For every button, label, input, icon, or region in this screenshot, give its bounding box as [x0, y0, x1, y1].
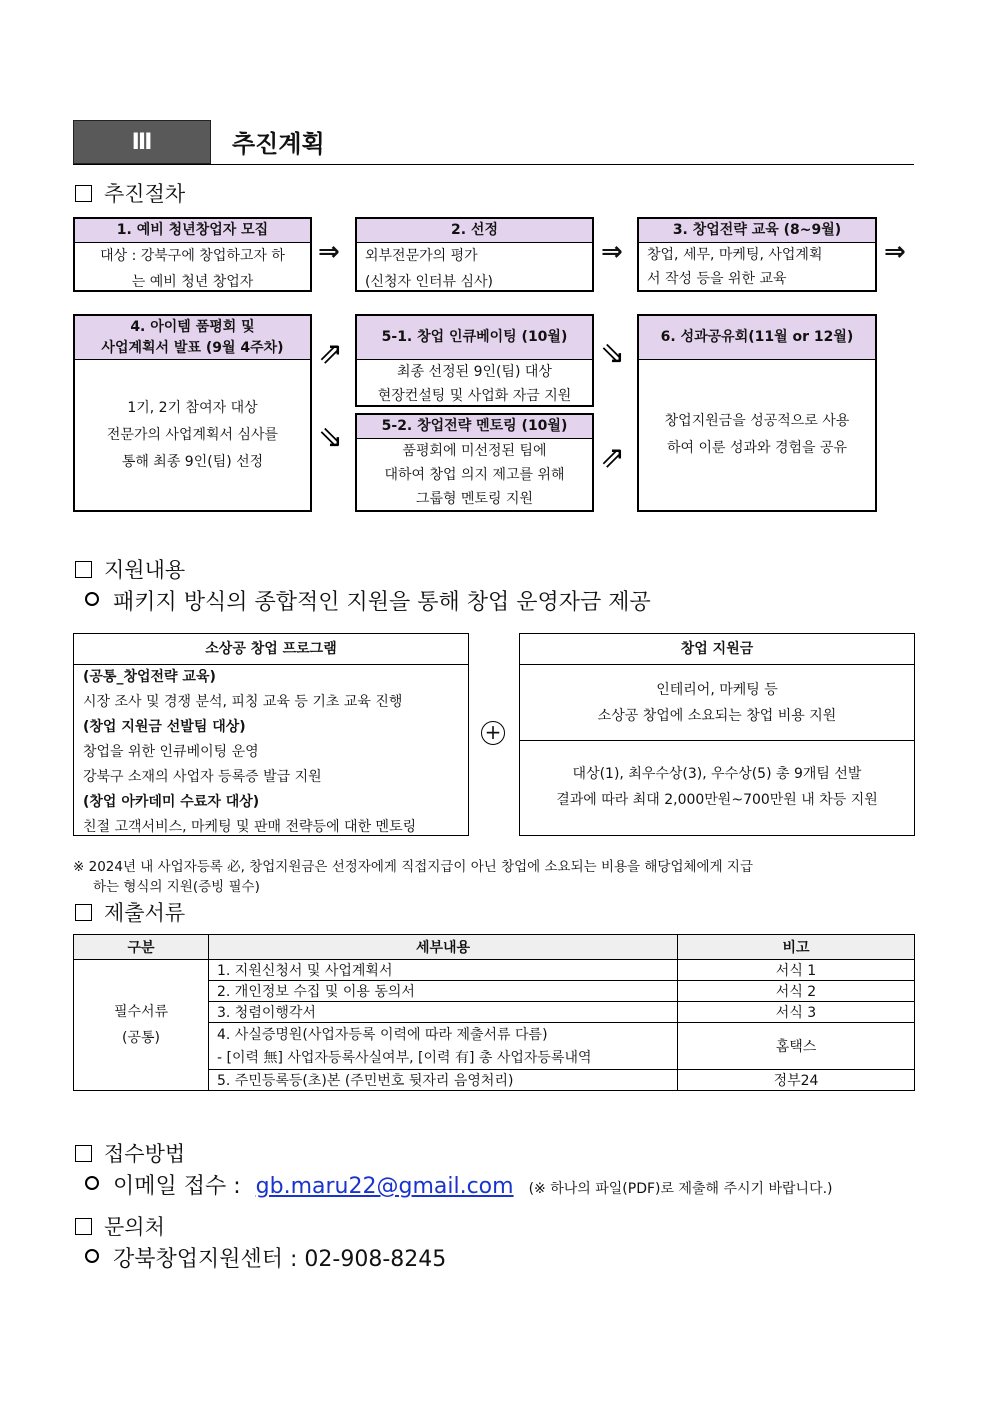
submission-label: 이메일 접수 :	[113, 1174, 241, 1199]
circle-bullet-icon	[85, 1176, 99, 1190]
support-heading	[75, 554, 185, 584]
program-subheading: (창업 아카데미 수료자 대상)	[83, 794, 260, 810]
arrow-right-icon: ⇒	[601, 237, 623, 267]
documents-heading-text: 제출서류	[104, 901, 186, 925]
program-subheading: (공통_창업전략 교육)	[83, 669, 216, 685]
step-3-box	[637, 217, 877, 292]
arrow-down-right-icon: ⇘	[318, 420, 344, 455]
category-text: (공통)	[122, 1030, 160, 1046]
checkbox-square-icon	[75, 904, 92, 921]
arrow-down-right-icon: ⇘	[600, 336, 626, 371]
support-bullet	[85, 585, 651, 616]
checkbox-square-icon	[75, 185, 92, 202]
fund-section-a	[520, 665, 914, 741]
step-1-line: 는 예비 청년 창업자	[131, 274, 254, 290]
arrow-right-icon: ⇒	[884, 237, 906, 267]
plus-circle-icon: +	[481, 721, 505, 745]
program-subheading: (창업 지원금 선발팀 대상)	[83, 719, 246, 735]
step-4-title	[75, 316, 310, 360]
step-5-2-body	[357, 439, 592, 511]
step-5-2-line: 품평회에 미선정된 팀에	[402, 443, 547, 459]
step-5-2-line: 그룹형 멘토링 지원	[415, 491, 534, 507]
support-heading-text: 지원내용	[104, 558, 186, 582]
step-5-2-title: 5-2. 창업전략 멘토링 (10월)	[357, 415, 592, 439]
circle-bullet-icon	[85, 592, 99, 606]
step-2-body	[357, 243, 592, 295]
fund-text: 대상(1), 최우수상(3), 우수상(5) 총 9개팀 선발	[572, 766, 862, 782]
step-4-line: 1기, 2기 참여자 대상	[127, 400, 258, 416]
category-text: 필수서류	[113, 1004, 169, 1020]
step-3-body	[639, 243, 875, 291]
table-row	[74, 960, 915, 981]
circle-bullet-icon	[85, 1249, 99, 1263]
step-3-line: 서 작성 등을 위한 교육	[647, 271, 787, 287]
fund-title: 창업 지원금	[520, 634, 914, 665]
step-5-2-line: 대하여 창업 의지 제고를 위해	[384, 467, 565, 483]
fund-text: 결과에 따라 최대 2,000만원~700만원 내 차등 지원	[556, 792, 878, 808]
program-text: 시장 조사 및 경쟁 분석, 피칭 교육 등 기초 교육 진행	[83, 694, 403, 710]
program-title: 소상공 창업 프로그램	[74, 634, 468, 665]
note-cell: 서식 2	[678, 981, 915, 1002]
arrow-up-right-icon: ⇗	[318, 336, 344, 371]
column-header: 세부내용	[209, 935, 678, 960]
step-4-line: 전문가의 사업계획서 심사를	[106, 427, 279, 443]
category-cell	[74, 960, 209, 1091]
step-5-1-line: 최종 선정된 9인(팀) 대상	[397, 364, 552, 380]
contact-heading-text: 문의처	[104, 1215, 165, 1239]
step-4-line: 통해 최종 9인(팀) 선정	[121, 454, 264, 470]
support-note-line: ※ 2024년 내 사업자등록 必, 창업지원금은 선정자에게 직접지급이 아닌 창업에 소요되는 비용을 해당업체에게 지급	[73, 859, 754, 875]
fund-table	[519, 633, 915, 836]
fund-text: 소상공 창업에 소요되는 창업 비용 지원	[597, 708, 837, 724]
section-title: 추진계획	[232, 130, 325, 158]
contact-bullet	[85, 1242, 446, 1273]
checkbox-square-icon	[75, 1218, 92, 1235]
detail-cell: 1. 지원신청서 및 사업계획서	[209, 960, 678, 981]
detail-cell: 2. 개인정보 수집 및 이용 동의서	[209, 981, 678, 1002]
step-6-body	[639, 360, 875, 462]
step-1-line: 대상 : 강북구에 창업하고자 하	[100, 248, 285, 264]
fund-text: 인테리어, 마케팅 등	[656, 682, 778, 698]
step-2-title: 2. 선정	[357, 219, 592, 243]
step-2-line: (신청자 인터뷰 심사)	[365, 274, 494, 290]
step-4-body	[75, 360, 310, 476]
checkbox-square-icon	[75, 1145, 92, 1162]
contact-text: 강북창업지원센터 : 02-908-8245	[113, 1247, 447, 1272]
support-bullet-text: 패키지 방식의 종합적인 지원을 통해 창업 운영자금 제공	[113, 590, 651, 615]
column-header: 구분	[74, 935, 209, 960]
section-number: Ⅲ	[73, 120, 211, 164]
step-6-line: 하여 이룬 성과와 경험을 공유	[666, 440, 848, 456]
submission-heading	[75, 1138, 185, 1168]
checkbox-square-icon	[75, 561, 92, 578]
step-4-title-line: 4. 아이템 품평회 및	[130, 319, 255, 335]
step-6-box	[637, 314, 877, 512]
documents-heading	[75, 897, 185, 927]
note-cell: 홈택스	[678, 1023, 915, 1070]
step-2-box	[355, 217, 594, 292]
detail-cell: 4. 사실증명원(사업자등록 이력에 따라 제출서류 다름)	[209, 1023, 678, 1046]
detail-cell: 5. 주민등록등(초)본 (주민번호 뒷자리 음영처리)	[209, 1070, 678, 1091]
arrow-up-right-icon: ⇗	[600, 440, 626, 475]
submission-heading-text: 접수방법	[104, 1142, 186, 1166]
header-divider	[73, 164, 914, 165]
note-cell: 정부24	[678, 1070, 915, 1091]
step-4-title-line: 사업계획서 발표 (9월 4주차)	[101, 340, 284, 356]
step-6-title: 6. 성과공유회(11월 or 12월)	[639, 316, 875, 360]
step-2-line: 외부전문가의 평가	[365, 248, 478, 264]
step-1-title: 1. 예비 청년창업자 모집	[75, 219, 310, 243]
step-5-1-box	[355, 314, 594, 407]
support-note-line: 하는 형식의 지원(증빙 필수)	[93, 879, 260, 895]
detail-cell: - [이력 無] 사업자등록사실여부, [이력 有] 총 사업자등록내역	[209, 1045, 678, 1070]
step-3-line: 창업, 세무, 마케팅, 사업계획	[647, 247, 823, 263]
program-text: 강북구 소재의 사업자 등록증 발급 지원	[83, 769, 322, 785]
documents-table	[73, 934, 915, 1091]
program-text: 친절 고객서비스, 마케팅 및 판매 전략등에 대한 멘토링	[83, 819, 417, 835]
submission-bullet	[85, 1169, 833, 1200]
step-5-2-box	[355, 413, 594, 512]
step-3-title: 3. 창업전략 교육 (8~9월)	[639, 219, 875, 243]
fund-section-b	[520, 741, 914, 813]
program-table	[73, 633, 469, 836]
program-text: 창업을 위한 인큐베이팅 운영	[83, 744, 259, 760]
email-link[interactable]: gb.maru22@gmail.com	[255, 1174, 514, 1199]
procedure-heading-text: 추진절차	[104, 182, 186, 206]
step-5-1-title: 5-1. 창업 인큐베이팅 (10월)	[357, 316, 592, 360]
note-cell: 서식 1	[678, 960, 915, 981]
step-4-box	[73, 314, 312, 512]
procedure-heading	[75, 178, 185, 208]
contact-heading	[75, 1211, 165, 1241]
support-note	[73, 855, 933, 895]
table-header-row	[74, 935, 915, 960]
submission-note: (※ 하나의 파일(PDF)로 제출해 주시기 바랍니다.)	[528, 1181, 833, 1197]
step-1-box	[73, 217, 312, 292]
program-body	[74, 665, 468, 840]
arrow-right-icon: ⇒	[318, 237, 340, 267]
step-5-1-line: 현장컨설팅 및 사업화 자금 지원	[377, 388, 572, 404]
column-header: 비고	[678, 935, 915, 960]
step-5-1-body	[357, 360, 592, 408]
step-1-body	[75, 243, 310, 295]
step-6-line: 창업지원금을 성공적으로 사용	[664, 413, 850, 429]
note-cell: 서식 3	[678, 1002, 915, 1023]
detail-cell: 3. 청렴이행각서	[209, 1002, 678, 1023]
